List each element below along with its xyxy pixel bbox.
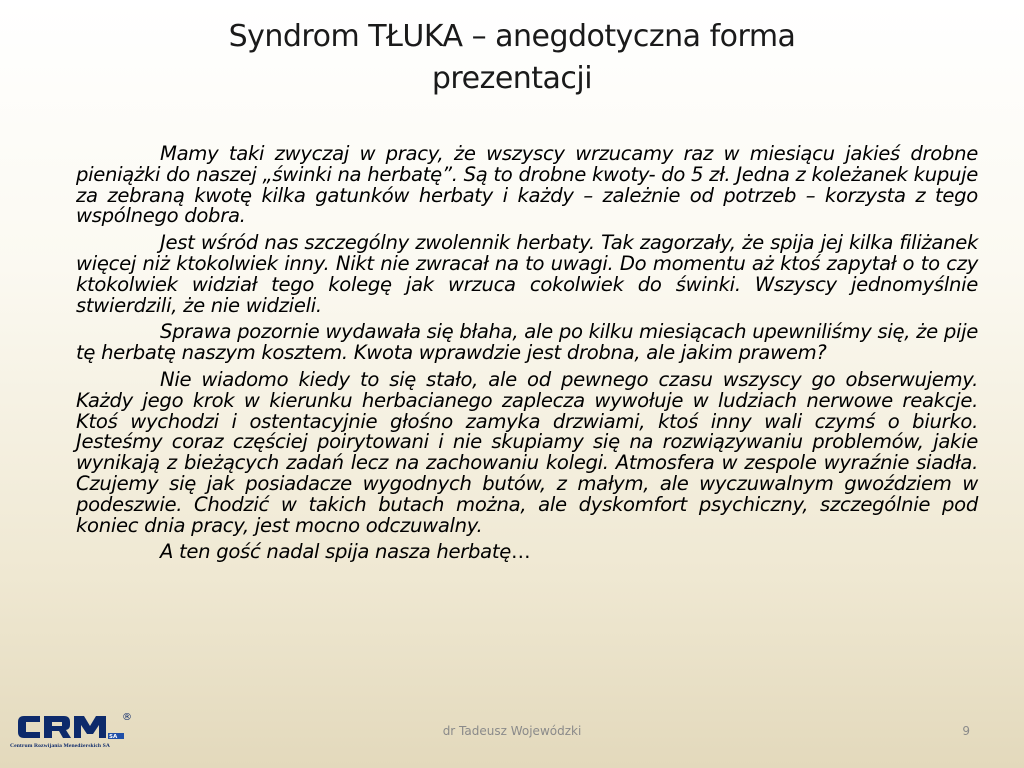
crm-logo-icon xyxy=(14,712,126,742)
paragraph-5 xyxy=(76,542,978,563)
slide-title-line-1: Syndrom TŁUKA – anegdotyczna forma xyxy=(228,19,796,54)
logo-sa-text: SA xyxy=(109,734,118,740)
page-number: 9 xyxy=(962,724,970,738)
paragraph-4: Nie wiadomo kiedy to się stało, ale od pewnego czasu wszyscy go obserwujemy. Każdy jego krok w kierunku herbacianego zaplecza wywołuje w ludziach nerwowe reakcje. Ktoś wychodzi i ostentacyjnie głośno zamyka drzwiami, ktoś inny wali czymś o biurko. Jesteśmy coraz częściej poirytowani i nie skupiamy się na rozwiązywaniu problemów, jakie wynikają z bieżących zadań lecz na zachowaniu kolegi. Atmosfera w zespole wyraźnie siadła. Czujemy się jak posiadacze wygodnych butów, z małym, ale wyczuwalnym gwoździem w podeszwie. Chodzić w takich butach można, ale dyskomfort psychiczny, szczególnie pod koniec dnia pracy, jest mocno odczuwalny. xyxy=(76,367,978,537)
paragraph-2: Jest wśród nas szczególny zwolennik herbaty. Tak zagorzały, że spija jej kilka filiżanek więcej niż ktokolwiek inny. Nikt nie zwracał na to uwagi. Do momentu aż ktoś zapytał o to czy ktokolwiek widział tego kolegę jak wrzuca cokolwiek do świnki. Wszyscy jednomyślnie stwierdzili, że nie widzieli. xyxy=(76,231,978,317)
logo-caption: Centrum Rozwijania Menedżerskich SA xyxy=(10,743,110,749)
paragraph-1: Mamy taki zwyczaj w pracy, że wszyscy wrzucamy raz w miesiącu jakieś drobne pieniążki do naszej „świnki na herbatę”. Są to drobne kwoty- do 5 zł. Jedna z koleżanek kupuje za zebraną kwotę kilka gatunków herbaty i każdy – zależnie od potrzeb – korzysta z tego wspólnego dobra. xyxy=(76,142,978,228)
paragraph-5-text: A ten gość nadal spija nasza herbatę xyxy=(160,540,512,564)
paragraph-3: Sprawa pozornie wydawała się błaha, ale po kilku miesiącach upewniliśmy się, że pije tę herbatę naszym kosztem. Kwota wprawdzie jest drobna, ale jakim prawem? xyxy=(76,320,978,365)
footer-author: dr Tadeusz Wojewódzki xyxy=(442,724,582,738)
registered-mark: ® xyxy=(122,712,132,723)
slide-title-line-2: prezentacji xyxy=(431,61,593,96)
slide-title xyxy=(112,16,912,100)
paragraph-5-ellipsis: … xyxy=(511,540,531,564)
company-logo xyxy=(10,712,150,754)
slide-body xyxy=(76,144,978,569)
